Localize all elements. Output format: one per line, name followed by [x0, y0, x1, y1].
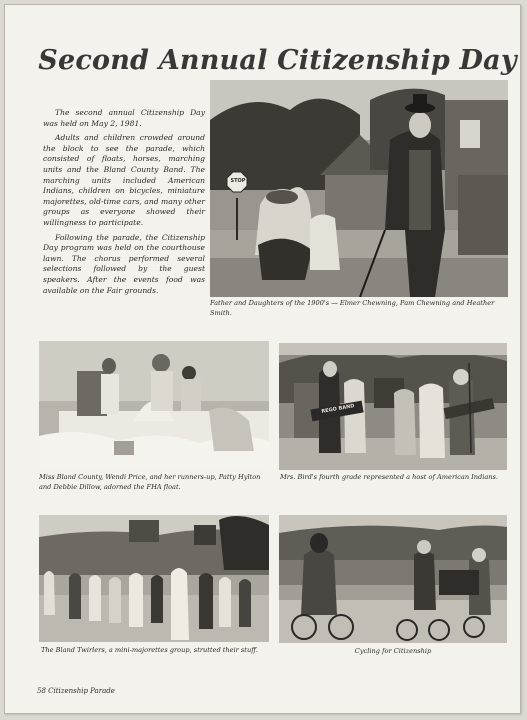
article-body: [43, 108, 205, 300]
photo-bland-twirlers: [39, 515, 269, 642]
photo-cycling: [279, 515, 507, 643]
article-paragraph: Following the parade, the Citizenship Day program was held on the courthouse lawn. The chorus performed several selections followed by the guest speakers. After the events food was available on the Fair grounds.: [43, 232, 205, 295]
caption-cycling: Cycling for Citizenship: [354, 647, 432, 655]
indian-banner-text: REGO BAND: [321, 403, 355, 415]
caption-fha-float: Miss Bland County, Wendi Price, and her runners-up, Patty Hylton and Debbie Dillow, adorned the FHA float.: [39, 473, 261, 491]
photo-american-indians: [279, 343, 507, 470]
yearbook-page: [4, 4, 521, 714]
photo-fha-float: [39, 341, 269, 469]
caption-parade-1900s: Father and Daughters of the 1900's — Elmer Chewning, Pam Chewning and Heather Smith.: [210, 299, 495, 317]
article-paragraph: Adults and children crowded around the block to see the parade, which consisted of floats, horses, marching units and the Bland County Band. The marching units included American Indians, children on bicycles, miniature majorettes, old-time cars, and many other groups as everyone showed their willingness to participate.: [43, 133, 205, 227]
page-footer: 58 Citizenship Parade: [37, 687, 115, 695]
stop-sign-text: STOP: [230, 178, 246, 184]
article-paragraph: The second annual Citizenship Day was held on May 2, 1981.: [43, 108, 205, 128]
photo-parade-1900s: [210, 80, 508, 297]
page-title: Second Annual Citizenship Day: [38, 45, 517, 76]
caption-bland-twirlers: The Bland Twirlers, a mini-majorettes group, strutted their stuff.: [41, 646, 258, 654]
caption-american-indians: Mrs. Bird's fourth grade represented a host of American Indians.: [280, 473, 499, 481]
